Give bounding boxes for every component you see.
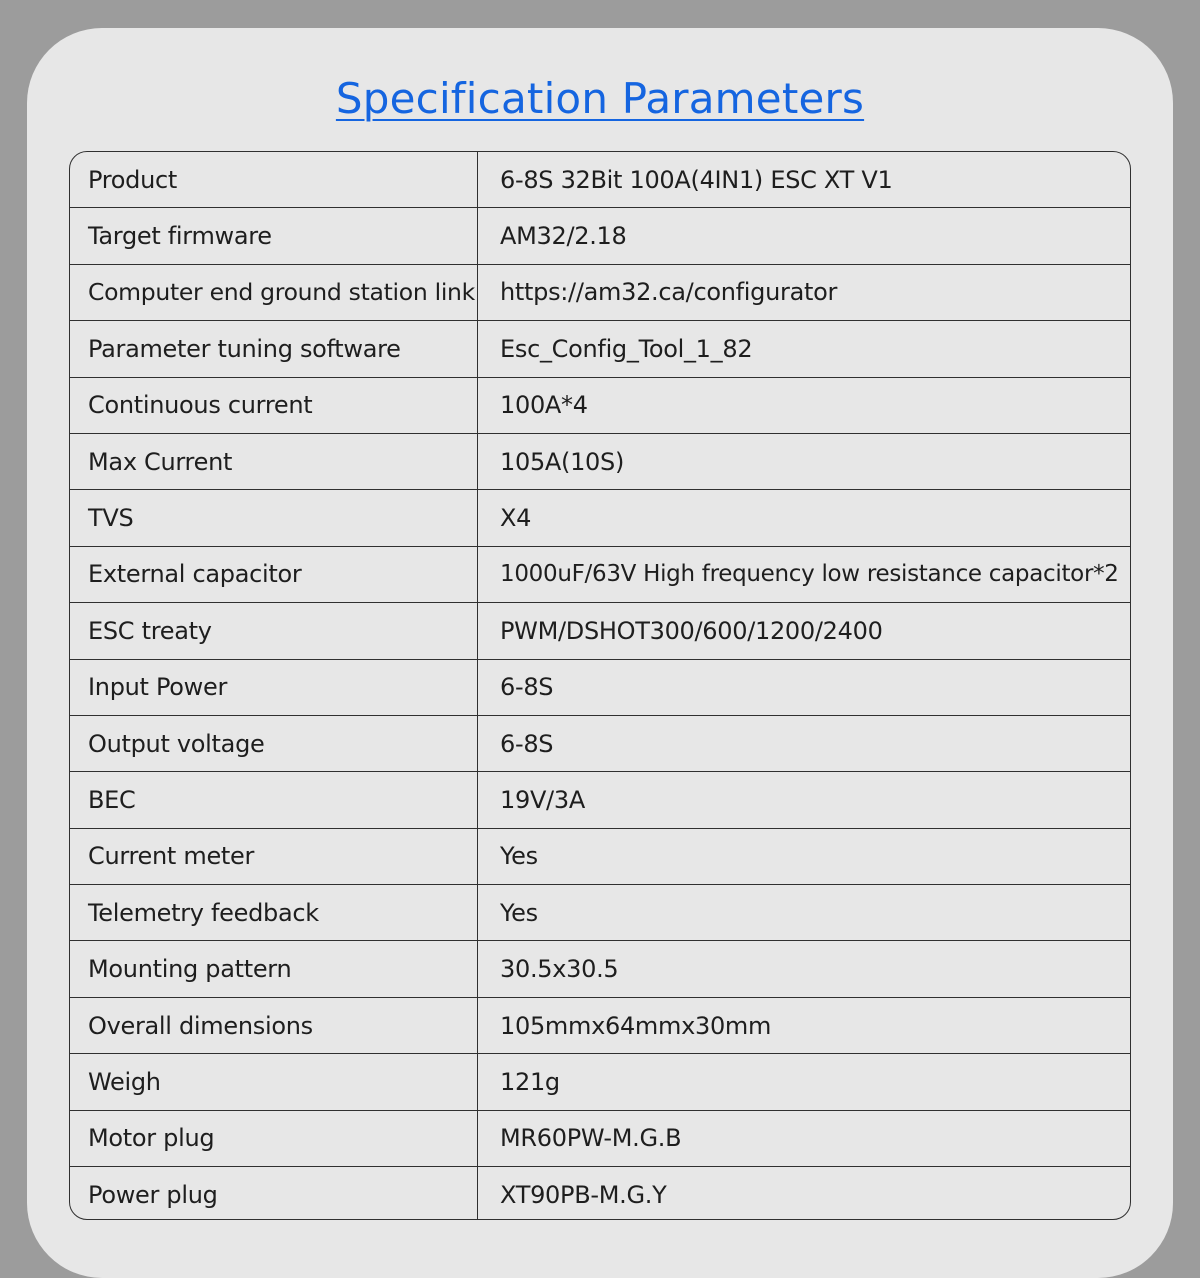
spec-value: 1000uF/63V High frequency low resistance capacitor*2 [500,561,1119,588]
page-title: Specification Parameters [335,74,865,123]
spec-label: Max Current [70,434,478,489]
spec-value: X4 [500,504,532,533]
spec-value: 30.5x30.5 [500,955,619,984]
spec-value: XT90PB-M.G.Y [500,1181,667,1210]
spec-label: Product [70,152,478,207]
spec-label: TVS [70,490,478,545]
spec-label: Overall dimensions [70,998,478,1053]
spec-label: Computer end ground station link [70,265,478,320]
spec-label: External capacitor [70,547,478,602]
table-row [70,378,1130,434]
table-row [70,547,1130,603]
spec-value: AM32/2.18 [500,222,627,251]
spec-value: MR60PW-M.G.B [500,1124,682,1153]
spec-value: Yes [500,898,538,927]
table-row [70,434,1130,490]
table-row [70,152,1130,208]
spec-label: Continuous current [70,378,478,433]
table-row [70,490,1130,546]
table-row [70,321,1130,377]
spec-value: 121g [500,1067,560,1096]
spec-label: Output voltage [70,716,478,771]
table-row [70,716,1130,772]
spec-table [69,151,1131,1220]
spec-label: Mounting pattern [70,941,478,996]
spec-value: Yes [500,842,538,871]
table-row [70,998,1130,1054]
table-row [70,941,1130,997]
spec-value: 105mmx64mmx30mm [500,1011,772,1040]
spec-value: PWM/DSHOT300/600/1200/2400 [500,616,883,645]
spec-label: BEC [70,772,478,827]
table-row [70,885,1130,941]
spec-value: https://am32.ca/configurator [500,278,838,307]
spec-value: 100A*4 [500,391,588,420]
table-row [70,772,1130,828]
spec-value: 19V/3A [500,785,585,814]
spec-value: 105A(10S) [500,447,625,476]
spec-label: Motor plug [70,1111,478,1166]
table-row [70,1167,1130,1220]
table-row [70,829,1130,885]
table-row [70,660,1130,716]
spec-label: Power plug [70,1167,478,1220]
table-row [70,1111,1130,1167]
spec-value: 6-8S [500,729,554,758]
table-row [70,265,1130,321]
spec-label: Target firmware [70,208,478,263]
spec-label: Current meter [70,829,478,884]
spec-label: ESC treaty [70,603,478,658]
spec-label: Input Power [70,660,478,715]
spec-value: 6-8S 32Bit 100A(4IN1) ESC XT V1 [500,165,893,194]
table-row [70,603,1130,659]
table-row [70,208,1130,264]
spec-label: Parameter tuning software [70,321,478,376]
table-row [70,1054,1130,1110]
spec-value: Esc_Config_Tool_1_82 [500,334,753,363]
spec-label: Weigh [70,1054,478,1109]
spec-value: 6-8S [500,673,554,702]
spec-label: Telemetry feedback [70,885,478,940]
